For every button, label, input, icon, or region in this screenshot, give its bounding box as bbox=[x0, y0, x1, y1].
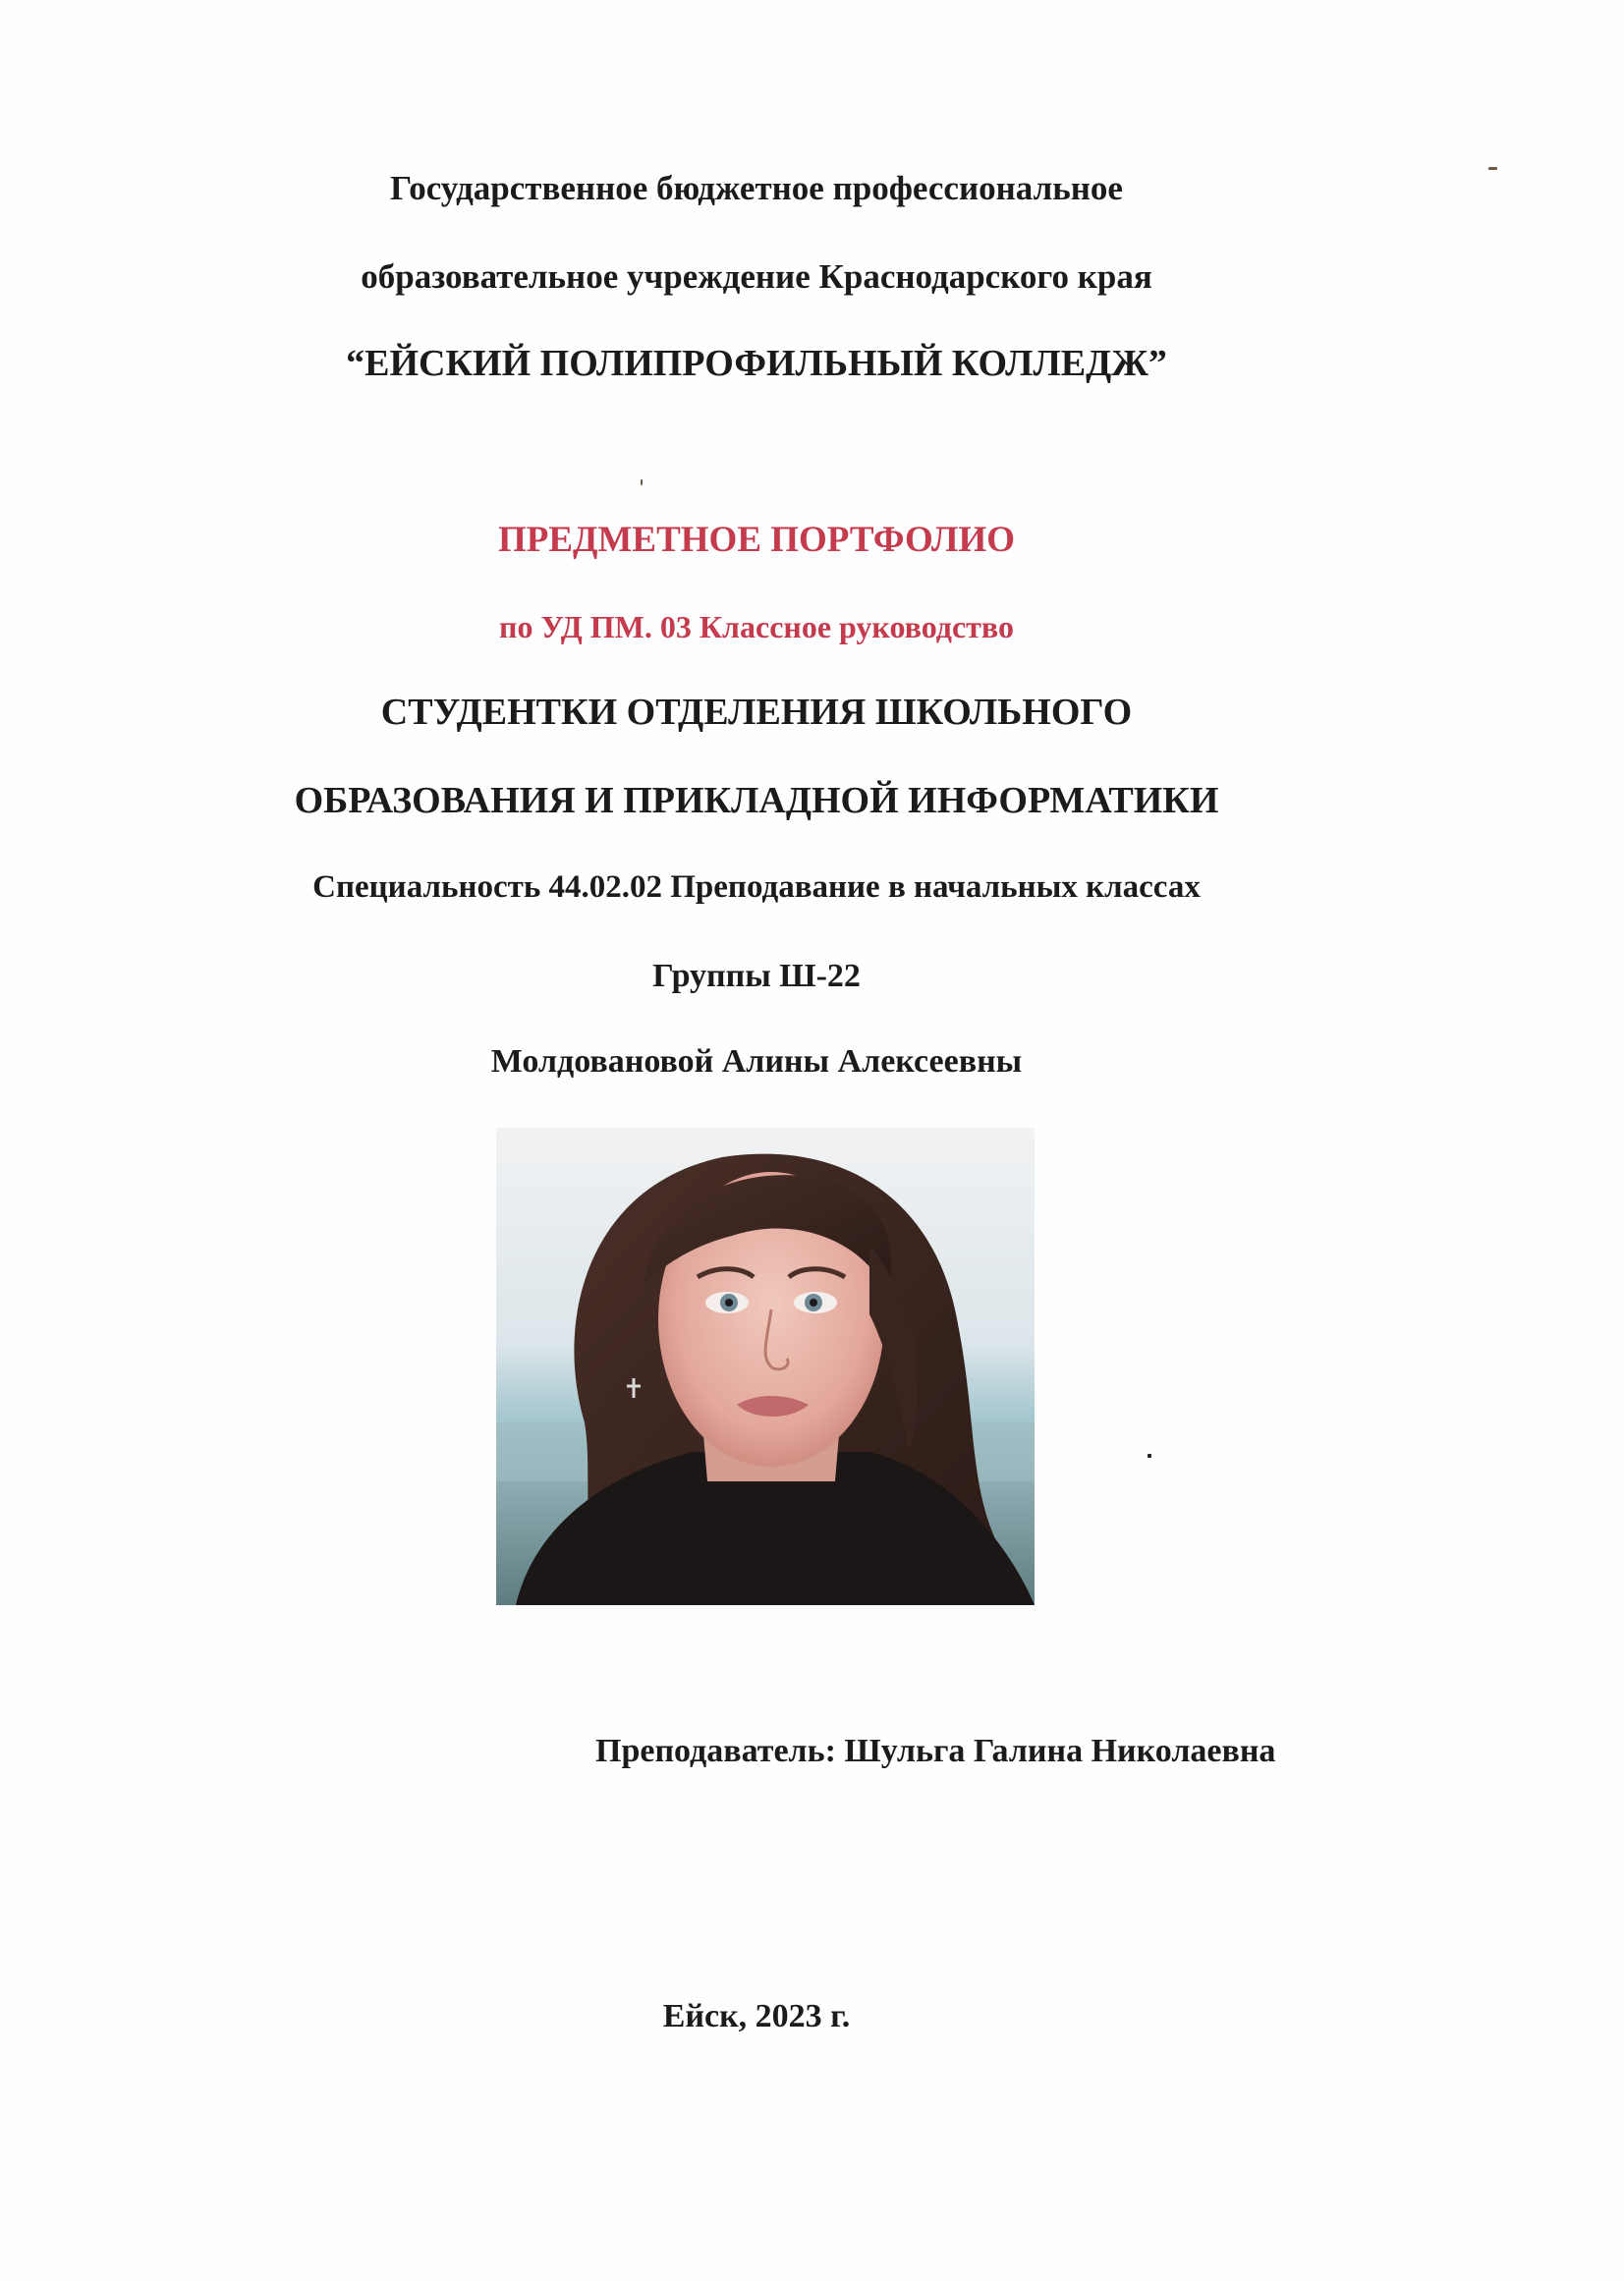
teacher-line: Преподаватель: Шульга Галина Николаевна bbox=[595, 1733, 1276, 1769]
scan-speck bbox=[1148, 1454, 1151, 1458]
portfolio-title: ПРЕДМЕТНОЕ ПОРТФОЛИО bbox=[497, 520, 1016, 560]
specialty-line: Специальность 44.02.02 Преподавание в начальных классах bbox=[312, 869, 1201, 905]
city-year: Ейск, 2023 г. bbox=[662, 1998, 851, 2034]
subject-line: по УД ПМ. 03 Классное руководство bbox=[499, 609, 1014, 644]
student-photo bbox=[496, 1128, 1035, 1605]
institution-line-1: Государственное бюджетное профессиональное bbox=[390, 169, 1123, 207]
department-line-1: СТУДЕНТКИ ОТДЕЛЕНИЯ ШКОЛЬНОГО bbox=[380, 692, 1133, 733]
scan-speck bbox=[641, 479, 643, 485]
college-name: “ЕЙСКИЙ ПОЛИПРОФИЛЬНЫЙ КОЛЛЕДЖ” bbox=[346, 343, 1167, 384]
scan-speck bbox=[1488, 167, 1497, 170]
institution-line-2: образовательное учреждение Краснодарского края bbox=[361, 257, 1152, 296]
group-line: Группы Ш-22 bbox=[652, 958, 861, 994]
student-name: Молдовановой Алины Алексеевны bbox=[490, 1043, 1023, 1080]
department-line-2: ОБРАЗОВАНИЯ И ПРИКЛАДНОЙ ИНФОРМАТИКИ bbox=[294, 780, 1219, 821]
